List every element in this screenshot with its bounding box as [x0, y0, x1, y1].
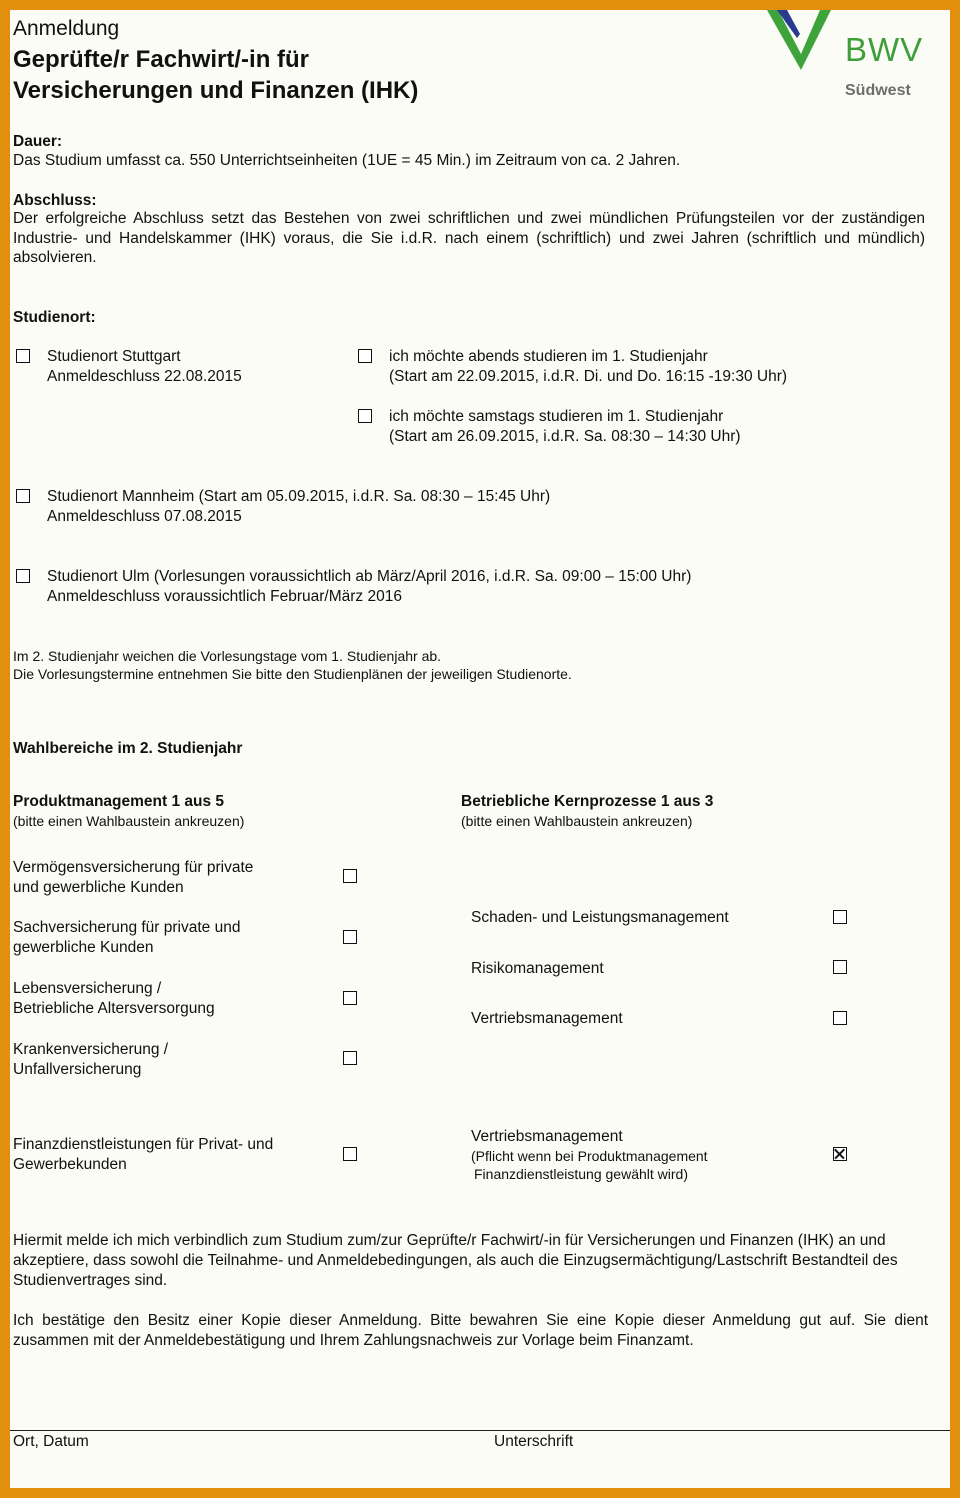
saturday-study-option: [389, 407, 741, 447]
pm-item-label: Gewerbekunden: [13, 1156, 127, 1173]
duration-text: Das Studium umfasst ca. 550 Unterrichtseinheiten (1UE = 45 Min.) im Zeitraum von ca. 2 Jahren.: [13, 152, 681, 169]
title-line-1: Geprüfte/r Fachwirt/-in für: [13, 46, 310, 73]
evening-study-checkbox[interactable]: [358, 349, 372, 363]
ulm-label: Studienort Ulm (Vorlesungen voraussichtlich ab März/April 2016, i.d.R. Sa. 09:00 – 15:00 Uhr): [47, 568, 692, 585]
page-title: [13, 44, 418, 106]
saturday-study-label: ich möchte samstags studieren im 1. Studienjahr: [389, 408, 724, 425]
pm-item-label: Sachversicherung für private und: [13, 919, 241, 936]
schedule-note-1: Im 2. Studienjahr weichen die Vorlesungstage vom 1. Studienjahr ab.: [13, 648, 442, 664]
schedule-note-2: Die Vorlesungstermine entnehmen Sie bitte den Studienplänen der jeweiligen Studienorte.: [13, 666, 572, 682]
pm-item-property: [13, 858, 253, 898]
schedule-note: [13, 647, 572, 683]
ulm-deadline: Anmeldeschluss voraussichtlich Februar/März 2016: [47, 588, 402, 605]
cp-sales-label: Vertriebsmanagement: [471, 1010, 623, 1027]
cp-mandatory-sales: [471, 1127, 708, 1183]
stuttgart-option: [47, 347, 242, 387]
pm-item-life: [13, 979, 215, 1019]
pm-item-non-life: [13, 918, 240, 958]
mannheim-option: [47, 487, 550, 527]
ulm-option: [47, 567, 691, 607]
cp-mandatory-checkbox[interactable]: [833, 1147, 847, 1161]
pm-item-health: [13, 1040, 168, 1080]
saturday-study-dates: (Start am 26.09.2015, i.d.R. Sa. 08:30 – 14:30 Uhr): [389, 428, 741, 445]
product-management-hint: (bitte einen Wahlbaustein ankreuzen): [13, 813, 245, 829]
pm-item-label: Lebensversicherung /: [13, 980, 162, 997]
cp-risk-label: Risikomanagement: [471, 960, 604, 977]
ulm-checkbox[interactable]: [16, 569, 30, 583]
pm-financial-checkbox[interactable]: [343, 1147, 357, 1161]
duration-heading: Dauer:: [13, 133, 63, 150]
signature-divider: [10, 1430, 950, 1431]
electives-heading: Wahlbereiche im 2. Studienjahr: [13, 740, 243, 757]
evening-study-option: [389, 347, 787, 387]
location-heading: Studienort:: [13, 309, 96, 326]
stuttgart-deadline: Anmeldeschluss 22.08.2015: [47, 368, 242, 385]
product-management-title: Produktmanagement 1 aus 5: [13, 793, 225, 810]
pm-item-label: Unfallversicherung: [13, 1061, 142, 1078]
bwv-logo: [767, 10, 937, 106]
mannheim-checkbox[interactable]: [16, 489, 30, 503]
cp-mandatory-label: Vertriebsmanagement: [471, 1128, 623, 1145]
form-kicker: Anmeldung: [13, 17, 120, 40]
logo-wordmark: BWV: [845, 31, 924, 68]
pm-item-label: Finanzdienstleistungen für Privat- und: [13, 1136, 274, 1153]
pm-item-financial: [13, 1135, 273, 1175]
pm-health-checkbox[interactable]: [343, 1051, 357, 1065]
pm-non-life-checkbox[interactable]: [343, 930, 357, 944]
pm-item-label: Krankenversicherung /: [13, 1041, 169, 1058]
mannheim-deadline: Anmeldeschluss 07.08.2015: [47, 508, 242, 525]
pm-item-label: Vermögensversicherung für private: [13, 859, 254, 876]
registration-form-page: [10, 10, 950, 1488]
degree-heading: Abschluss:: [13, 192, 97, 209]
pm-life-checkbox[interactable]: [343, 991, 357, 1005]
declaration-paragraph-2: Ich bestätige den Besitz einer Kopie dieser Anmeldung. Bitte bewahren Sie eine Kopie dieser Anmeldung gut auf. Sie dient zusammen mit der Anmeldebestätigung und Ihrem Zahlungsnachweis zur Vorlage beim Finanzamt.: [13, 1312, 928, 1349]
core-processes-title: Betriebliche Kernprozesse 1 aus 3: [461, 793, 714, 810]
pm-item-label: gewerbliche Kunden: [13, 939, 154, 956]
cp-mandatory-note-1: (Pflicht wenn bei Produktmanagement: [471, 1148, 708, 1164]
bwv-v-mark-icon: [767, 10, 847, 74]
cp-claims-label: Schaden- und Leistungsmanagement: [471, 909, 729, 926]
stuttgart-checkbox[interactable]: [16, 349, 30, 363]
stuttgart-label: Studienort Stuttgart: [47, 348, 181, 365]
cp-mandatory-note-2: Finanzdienstleistung gewählt wird): [474, 1166, 688, 1182]
declaration-paragraph-1: Hiermit melde ich mich verbindlich zum Studium zum/zur Geprüfte/r Fachwirt/-in für Versicherungen und Finanzen (IHK) an und akzeptiere, dass sowohl die Teilnahme- und Anmeldebedingungen, als auch die Einzugsermächtigung/Lastschrift Bestandteil des Studienvertrages sind.: [13, 1232, 898, 1289]
cp-risk-checkbox[interactable]: [833, 960, 847, 974]
saturday-study-checkbox[interactable]: [358, 409, 372, 423]
core-processes-hint: (bitte einen Wahlbaustein ankreuzen): [461, 813, 693, 829]
cp-sales-checkbox[interactable]: [833, 1011, 847, 1025]
mannheim-label: Studienort Mannheim (Start am 05.09.2015, i.d.R. Sa. 08:30 – 15:45 Uhr): [47, 488, 551, 505]
degree-text: Der erfolgreiche Abschluss setzt das Bestehen von zwei schriftlichen und zwei mündlichen Prüfungsteilen vor der zuständigen Industrie- und Handelskammer (IHK) voraus, die Sie i.d.R. nach einem (schriftlich) und zwei Jahren (schriftlich und mündlich) absolvieren.: [13, 210, 925, 266]
pm-item-label: Betriebliche Altersversorgung: [13, 1000, 215, 1017]
cp-claims-checkbox[interactable]: [833, 910, 847, 924]
pm-item-label: und gewerbliche Kunden: [13, 879, 184, 896]
signature-label: Unterschrift: [494, 1433, 574, 1450]
title-line-2: Versicherungen und Finanzen (IHK): [13, 77, 419, 104]
logo-region: Südwest: [845, 82, 911, 99]
place-date-label: Ort, Datum: [13, 1433, 89, 1450]
evening-study-label: ich möchte abends studieren im 1. Studienjahr: [389, 348, 708, 365]
evening-study-dates: (Start am 22.09.2015, i.d.R. Di. und Do. 16:15 -19:30 Uhr): [389, 368, 788, 385]
pm-property-checkbox[interactable]: [343, 869, 357, 883]
